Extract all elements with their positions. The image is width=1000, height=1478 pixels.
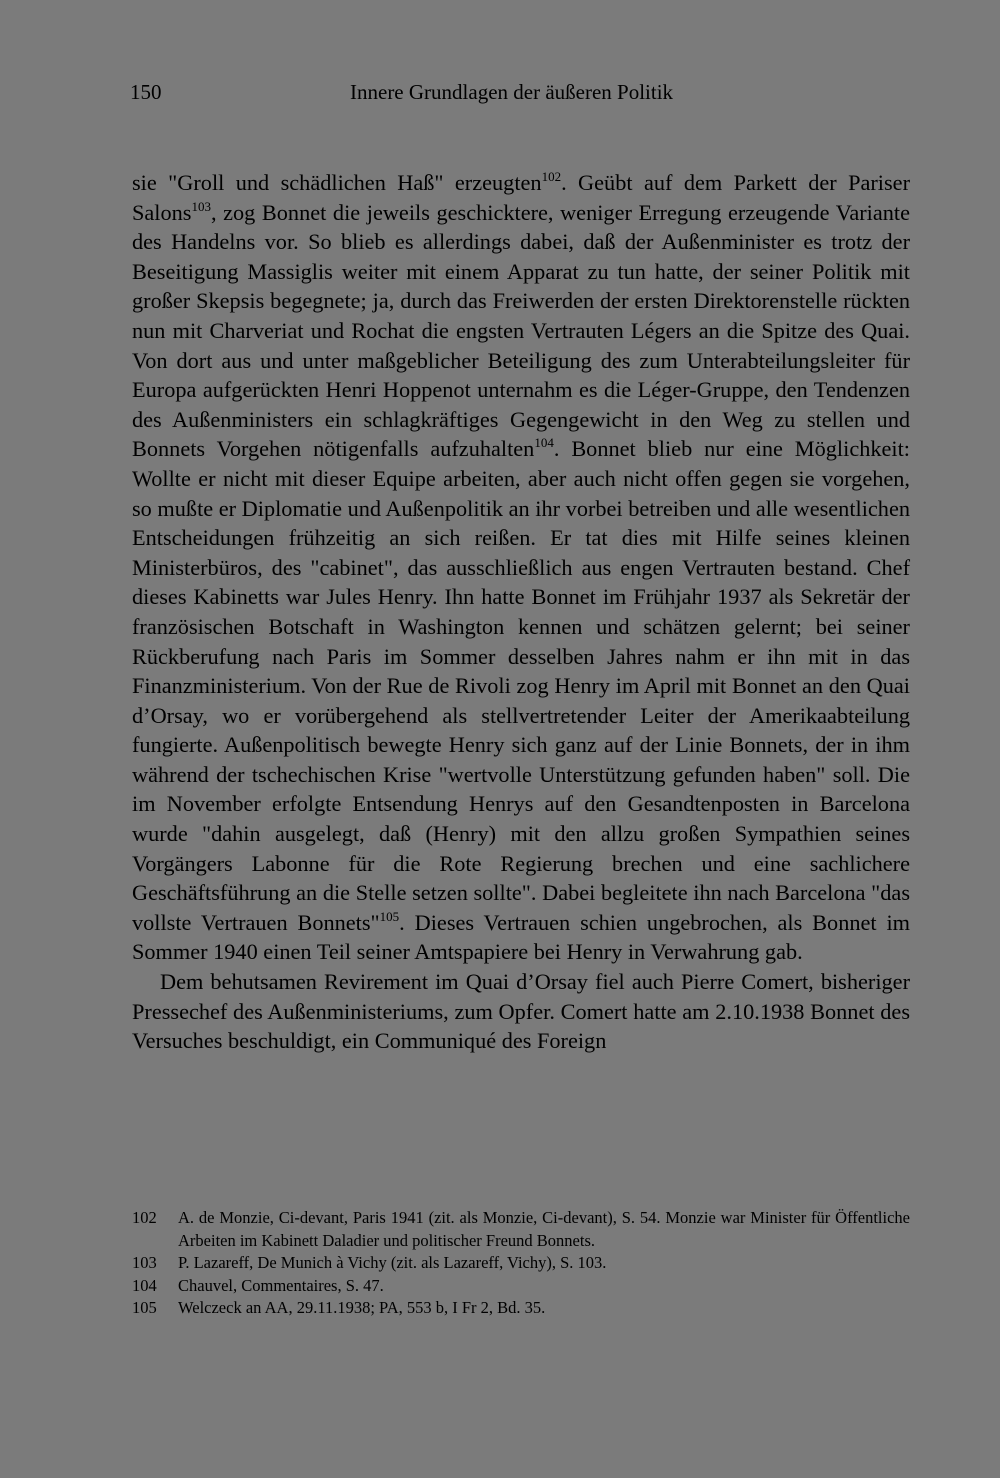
body-text xyxy=(132,168,910,1056)
footnote-ref-102[interactable]: 102 xyxy=(541,169,562,184)
footnote-ref-105[interactable]: 105 xyxy=(379,908,400,924)
paragraph-1-seg-4: . Bonnet blieb nur eine Möglichkeit: Wollte er nicht mit dieser Equipe arbeiten, aber auch nicht offen gegen sie vorgehen, so mußte er Diplomatie und Außenpolitik an ihr vorbei betreiben und alle wesentlichen Entscheidungen frühzeitig an sich reißen. Er tat dies mit Hilfe seines kleinen Ministerbüros, des "cabinet", das ausschließlich aus engen Vertrauten bestand. Chef dieses Kabinetts war Jules Henry. Ihn hatte Bonnet im Frühjahr 1937 als Sekretär der französischen Botschaft in Washington kennen und schätzen gelernt; bei seiner Rückberufung nach Paris im Sommer desselben Jahres nahm er ihn mit in das Finanzministerium. Von der Rue de Rivoli zog Henry im April mit Bonnet an den Quai d’Orsay, wo er vorübergehend als stellvertretender Leiter der Amerikaabteilung fungierte. Außenpolitisch bewegte Henry sich ganz auf der Linie Bonnets, der in ihm während der tschechischen Krise "wertvolle Unterstützung gefunden haben" soll. Die im November erfolgte Entsendung Henrys auf den Gesandtenposten in Barcelona wurde "dahin ausgelegt, daß (Henry) mit den allzu großen Sympathien seines Vorgängers Labonne für die Rote Regierung brechen und eine sachlichere Geschäftsführung an die Stelle setzen sollte". Dabei begleitete ihn nach Barcelona "das vollste Vertrauen Bonnets" xyxy=(132,436,910,935)
paragraph-1-seg-1: sie "Groll und schädlichen Haß" erzeugten xyxy=(132,170,542,195)
footnote-text: Chauvel, Commentaires, S. 47. xyxy=(178,1275,384,1295)
running-head: Innere Grundlagen der äußeren Politik xyxy=(350,80,674,104)
footnote-103 xyxy=(132,1252,910,1275)
footnotes xyxy=(132,1207,910,1320)
paragraph-1-seg-5: . Dieses Vertrauen schien ungebrochen, als Bonnet im Sommer 1940 einen Teil seiner Amtspapiere bei Henry in Verwahrung gab. xyxy=(132,909,910,965)
footnote-104 xyxy=(132,1275,910,1298)
footnote-102 xyxy=(132,1207,910,1252)
page-number: 150 xyxy=(130,80,162,104)
footnote-number: 103 xyxy=(132,1253,157,1272)
footnote-ref-104[interactable]: 104 xyxy=(534,435,554,451)
footnote-text: A. de Monzie, Ci-devant, Paris 1941 (zit. als Monzie, Ci-devant), S. 54. Monzie war Minister für Öffentliche Arbeiten im Kabinett Daladier und politischer Freund Bonnets. xyxy=(178,1208,910,1250)
footnote-105 xyxy=(132,1297,910,1320)
paragraph-2: Dem behutsamen Revirement im Quai d’Orsay fiel auch Pierre Comert, bisheriger Pressechef des Außenministeriums, zum Opfer. Comert hatte am 2.10.1938 Bonnet des Versuches beschuldigt, ein Communiqué des Foreign xyxy=(132,969,910,1054)
footnote-text: Welczeck an AA, 29.11.1938; PA, 553 b, I Fr 2, Bd. 35. xyxy=(178,1298,546,1317)
footnote-number: 102 xyxy=(132,1208,157,1227)
footnote-ref-103[interactable]: 103 xyxy=(191,198,211,214)
paragraph-1-seg-2: . Geübt auf dem Parkett der Pariser Salons xyxy=(132,170,910,225)
footnote-number: 105 xyxy=(132,1298,157,1317)
footnote-number: 104 xyxy=(132,1275,157,1295)
paragraph-1 xyxy=(132,168,910,967)
footnote-text: P. Lazareff, De Munich à Vichy (zit. als Lazareff, Vichy), S. 103. xyxy=(178,1253,607,1272)
paragraph-1-seg-3: , zog Bonnet die jeweils geschicktere, weniger Erregung erzeugende Variante des Handelns vor. So blieb es allerdings dabei, daß der Außenminister es trotz der Beseitigung Massiglis weiter mit einem Apparat zu tun hatte, der seiner Politik mit großer Skepsis begegnete; ja, durch das Freiwerden der ersten Direktorenstelle rückten nun mit Charveriat und Rochat die engsten Vertrauten Légers an die Spitze des Quai. Von dort aus und unter maßgeblicher Beteiligung des zum Unterabteilungsleiter für Europa aufgerückten Henri Hoppenot unternahm es die Léger-Gruppe, den Tendenzen des Außenministers ein schlagkräftiges Gegengewicht in den Weg zu stellen und Bonnets Vorgehen nötigenfalls aufzuhalten xyxy=(132,199,910,462)
